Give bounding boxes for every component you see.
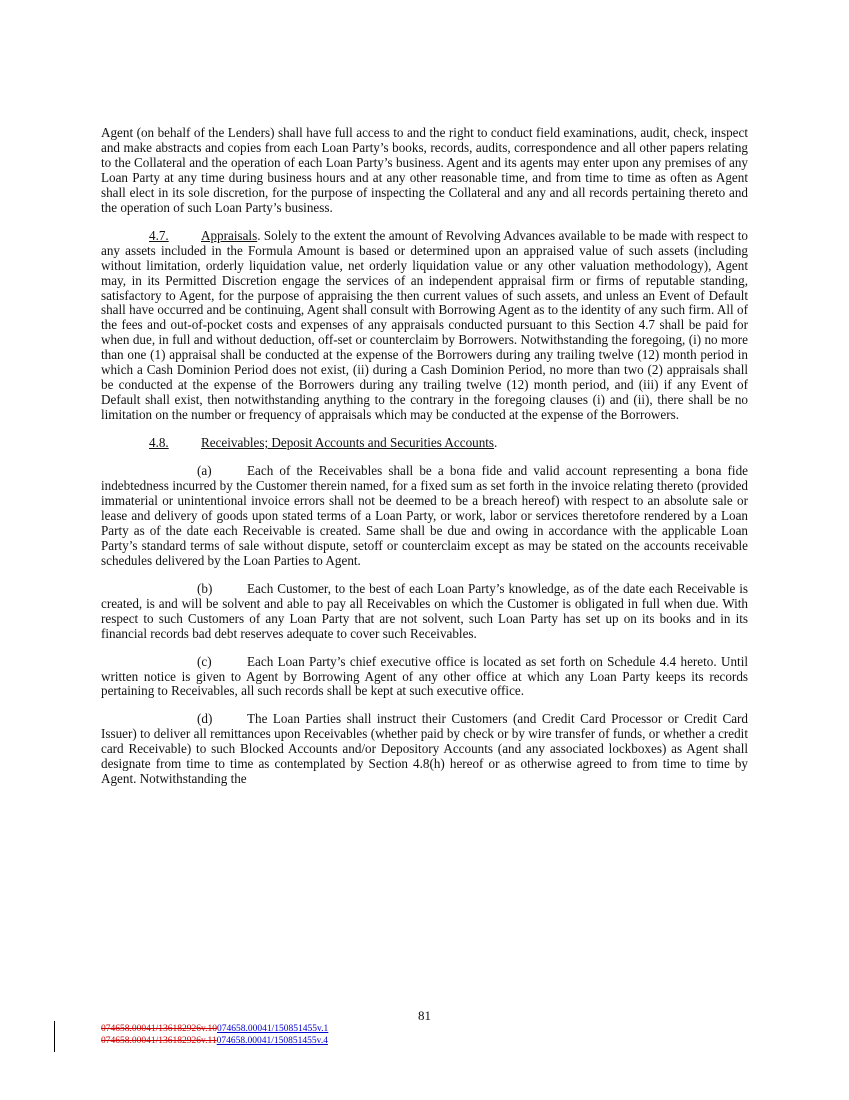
document-footer: [101, 1023, 328, 1047]
subsection-a: [101, 464, 748, 569]
subsection-b-text: Each Customer, to the best of each Loan Party’s knowledge, as of the date each Receivable is created, is and will be solvent and able to pay all Receivables on which the Customer is obligated in full when due. With respect to such Customers of any Loan Party that are not solvent, such Loan Party has set up on its books and in its financial records bad debt reserves adequate to cover such Receivables.: [101, 580, 748, 641]
section-4-7: [101, 229, 748, 423]
section-4-8-title: Receivables; Deposit Accounts and Securities Accounts: [201, 435, 495, 451]
section-4-8-number: 4.8.: [149, 435, 169, 451]
section-4-7-title: Appraisals: [201, 227, 258, 243]
change-bar: [54, 1021, 55, 1052]
subsection-b: [101, 582, 748, 642]
subsection-a-text: Each of the Receivables shall be a bona fide and valid account representing a bona fide indebtedness incurred by the Customer therein named, for a fixed sum as set forth in the invoice relating thereto (provided immaterial or unintentional invoice errors shall not be deemed to be a breach hereof) with respect to an absolute sale or lease and delivery of goods upon stated terms of a Loan Party, or work, labor or services theretofore rendered by a Loan Party as of the date each Receivable is created. Same shall be due and owing in accordance with the applicable Loan Party’s standard terms of sale without dispute, setoff or counterclaim except as may be stated on the accounts receivable schedules delivered by the Loan Parties to Agent.: [101, 463, 748, 568]
footer-line-2: [101, 1035, 328, 1047]
subsection-b-label: (b): [197, 580, 213, 596]
footer-deleted-id-1: 074658.00041/136182926v.10: [101, 1024, 218, 1034]
page-number: 81: [418, 1008, 431, 1023]
intro-paragraph: Agent (on behalf of the Lenders) shall have full access to and the right to conduct field examinations, audit, check, inspect and make abstracts and copies from each Loan Party’s books, records, audits, correspondence and all other papers relating to the Collateral and the operation of each Loan Party’s business. Agent and its agents may enter upon any premises of any Loan Party at any time during business hours and at any other reasonable time, and from time to time as often as Agent shall elect in its sole discretion, for the purpose of inspecting the Collateral and any and all records pertaining thereto and the operation of such Loan Party’s business.: [101, 125, 748, 215]
section-4-7-number: 4.7.: [149, 227, 169, 243]
subsection-a-label: (a): [197, 463, 212, 479]
subsection-d-label: (d): [197, 711, 213, 727]
document-body: [101, 126, 748, 787]
footer-deleted-id-2: 074658.00041/136182926v.11: [101, 1036, 217, 1046]
section-4-7-text: . Solely to the extent the amount of Revolving Advances available to be made with respect to any assets included in the Formula Amount is based or determined upon an appraised value of such assets (including without limitation, orderly liquidation value, net orderly liquidation value or any other valuation methodology), Agent may, in its Permitted Discretion engage the services of an independent appraisal firm or firms of reputable standing, satisfactory to Agent, for the purpose of appraising the then current values of such assets, and unless an Event of Default shall have occurred and be continuing, Agent shall consult with Borrowing Agent as to the identity of any such firm. All of the fees and out-of-pocket costs and expenses of any appraisals conducted pursuant to this Section 4.7 shall be paid for when due, in full and without deduction, off-set or counterclaim by Borrowers. Notwithstanding the foregoing, (i) no more than one (1) appraisal shall be conducted at the expense of the Borrowers during any trailing twelve (12) month period in which a Cash Dominion Period does not exist, (ii) during a Cash Dominion Period, no more than two (2) appraisals shall be conducted at the expense of the Borrowers during any trailing twelve (12) month period, and (iii) if any Event of Default shall exist, then notwithstanding anything to the contrary in the foregoing clauses (i) and (ii), there shall be no limitation on the number or frequency of appraisals which may be conducted at the expense of the Borrowers.: [101, 227, 748, 423]
section-4-8-heading: [101, 436, 748, 451]
section-4-8-heading-end: .: [494, 435, 498, 451]
subsection-d: [101, 712, 748, 787]
footer-inserted-id-1: 074658.00041/150851455v.1: [217, 1024, 329, 1034]
subsection-c-label: (c): [197, 653, 212, 669]
footer-inserted-id-2: 074658.00041/150851455v.4: [216, 1036, 328, 1046]
footer-line-1: [101, 1023, 328, 1035]
subsection-c: [101, 655, 748, 700]
subsection-d-text: The Loan Parties shall instruct their Customers (and Credit Card Processor or Credit Card Issuer) to deliver all remittances upon Receivables (whether paid by check or by wire transfer of funds, or whether a credit card Receivable) to such Blocked Accounts and/or Depository Accounts (and any associated lockboxes) as Agent shall designate from time to time as contemplated by Section 4.8(h) hereof or as otherwise agreed to from time to time by Agent. Notwithstanding the: [101, 711, 748, 787]
subsection-c-text: Each Loan Party’s chief executive office is located as set forth on Schedule 4.4 hereto. Until written notice is given to Agent by Borrowing Agent of any other office at which any Loan Party keeps its records pertaining to Receivables, all such records shall be kept at such executive office.: [101, 653, 748, 699]
